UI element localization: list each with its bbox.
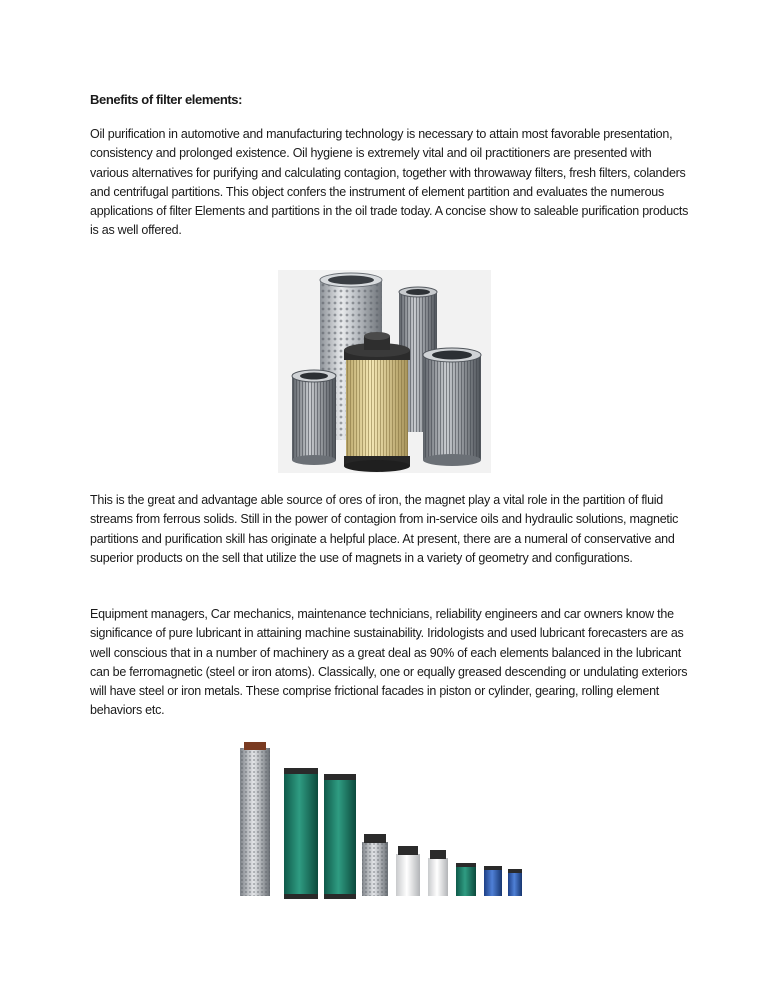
paragraph-oil-purification: Oil purification in automotive and manufacturing technology is necessary to attain most favorable presentation, consistency and prolonged existence. Oil hygiene is extremely vital and oil practitioners are presented with various alternatives for purifying and calculating contagion, together with throwaway filters, fresh filters, colanders and centrifugal partitions. This object confers the instrument of element partition and evaluates the numerous applications of filter Elements and partitions in the oil trade today. A concise show to saleable purification products is as well offered.	[90, 127, 689, 238]
filter-range-photo	[232, 738, 532, 902]
white-filter-1	[396, 846, 420, 896]
green-filter-large	[284, 768, 318, 899]
section-heading: Benefits of filter elements:	[90, 92, 243, 107]
green-filter-medium	[324, 774, 356, 899]
pleated-filter-wide	[423, 348, 481, 466]
blue-filter-1	[484, 866, 502, 896]
paragraph-lubricant-sustainability: Equipment managers, Car mechanics, maintenance technicians, reliability engineers and car owners know the significance of pure lubricant in attaining machine sustainability. Iridologists and used lubricant forecasters are as well conscious that in a number of machinery as a great deal as 90% of each elements balanced in the lubricant can be ferromagnetic (steel or iron atoms). Classically, one or equally greased descending or undulating exteriors will have steel or iron metals. These comprise frictional facades in piston or cylinder, gearing, rolling element behaviors etc.	[90, 607, 688, 718]
blue-filter-2	[508, 869, 522, 896]
steel-filter-small	[362, 834, 388, 896]
pleated-filter-small	[292, 370, 336, 465]
green-filter-small	[456, 863, 476, 896]
paragraph-magnetic-partition: This is the great and advantage able source of ores of iron, the magnet play a vital role in the partition of fluid streams from ferrous solids. Still in the power of contagion from in-service oils and hydraulic solutions, magnetic partitions and purification skill has originate a helpful place. At present, there are a numeral of conservative and superior products on the sell that utilize the use of magnets in a variety of geometry and configurations.	[90, 493, 679, 565]
filter-elements-photo	[278, 270, 491, 473]
white-filter-2	[428, 850, 448, 896]
tall-steel-filter	[240, 742, 270, 896]
paper-filter-cartridge	[344, 332, 410, 472]
